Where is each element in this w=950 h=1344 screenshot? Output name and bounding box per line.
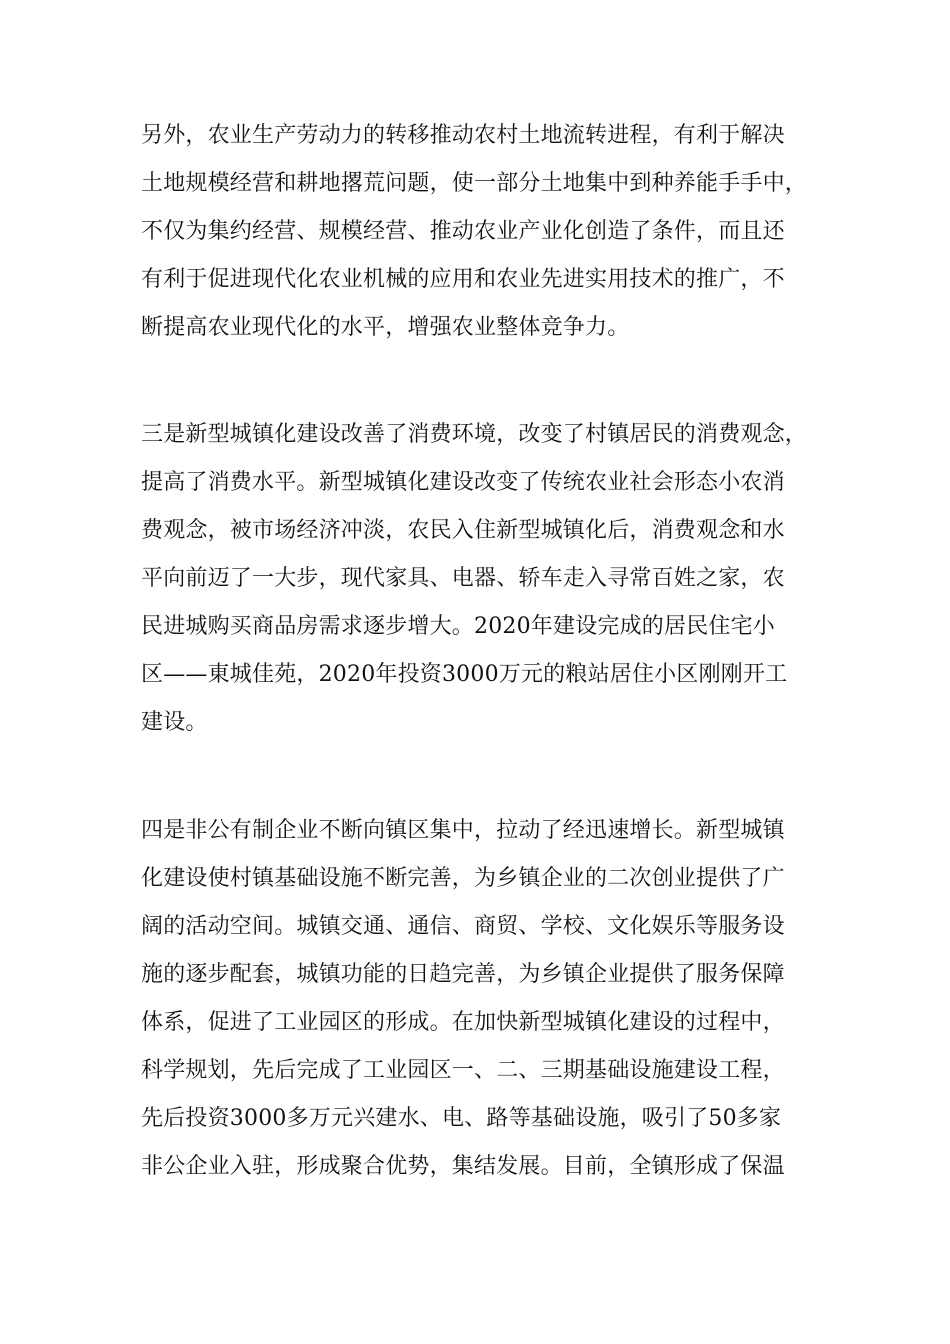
paragraph-line: 平向前迈了一大步，现代家具、电器、轿车走入寻常百姓之家，农 xyxy=(141,566,785,591)
paragraph-line: 另外，农业生产劳动力的转移推动农村土地流转进程，有利于解决 xyxy=(141,123,785,148)
paragraph-line: 非公企业入驻，形成聚合优势，集结发展。目前，全镇形成了保温 xyxy=(141,1154,785,1179)
paragraph-line: 三是新型城镇化建设改善了消费环境，改变了村镇居民的消费观念， xyxy=(141,422,808,447)
paragraph-line: 化建设使村镇基础设施不断完善，为乡镇企业的二次创业提供了广 xyxy=(141,866,785,891)
paragraph-line: 体系，促进了工业园区的形成。在加快新型城镇化建设的过程中， xyxy=(141,1010,785,1035)
paragraph-line: 提高了消费水平。新型城镇化建设改变了传统农业社会形态小农消 xyxy=(141,470,785,495)
paragraph-line: 四是非公有制企业不断向镇区集中，拉动了经迅速增长。新型城镇 xyxy=(141,818,785,843)
paragraph-line: 断提高农业现代化的水平，增强农业整体竞争力。 xyxy=(141,315,630,340)
paragraph-line: 不仅为集约经营、规模经营、推动农业产业化创造了条件，而且还 xyxy=(141,219,785,244)
paragraph-line: 土地规模经营和耕地撂荒问题，使一部分土地集中到种养能手手中， xyxy=(141,171,808,196)
paragraph-line: 建设。 xyxy=(141,710,208,735)
paragraph-line: 阔的活动空间。城镇交通、通信、商贸、学校、文化娱乐等服务设 xyxy=(141,914,785,939)
paragraph-line: 有利于促进现代化农业机械的应用和农业先进实用技术的推广，不 xyxy=(141,267,785,292)
paragraph-line: 费观念，被市场经济冲淡，农民入住新型城镇化后，消费观念和水 xyxy=(141,518,785,543)
paragraph-line: 施的逐步配套，城镇功能的日趋完善，为乡镇企业提供了服务保障 xyxy=(141,962,785,987)
paragraph-line: 先后投资3000多万元兴建水、电、路等基础设施，吸引了50多家 xyxy=(141,1106,782,1131)
paragraph-line: 科学规划，先后完成了工业园区一、二、三期基础设施建设工程， xyxy=(141,1058,785,1083)
paragraph-line: 民进城购买商品房需求逐步增大。2020年建设完成的居民住宅小 xyxy=(141,614,775,639)
paragraph-line: 区——東城佳苑，2020年投资3000万元的粮站居住小区刚刚开工 xyxy=(141,662,788,687)
